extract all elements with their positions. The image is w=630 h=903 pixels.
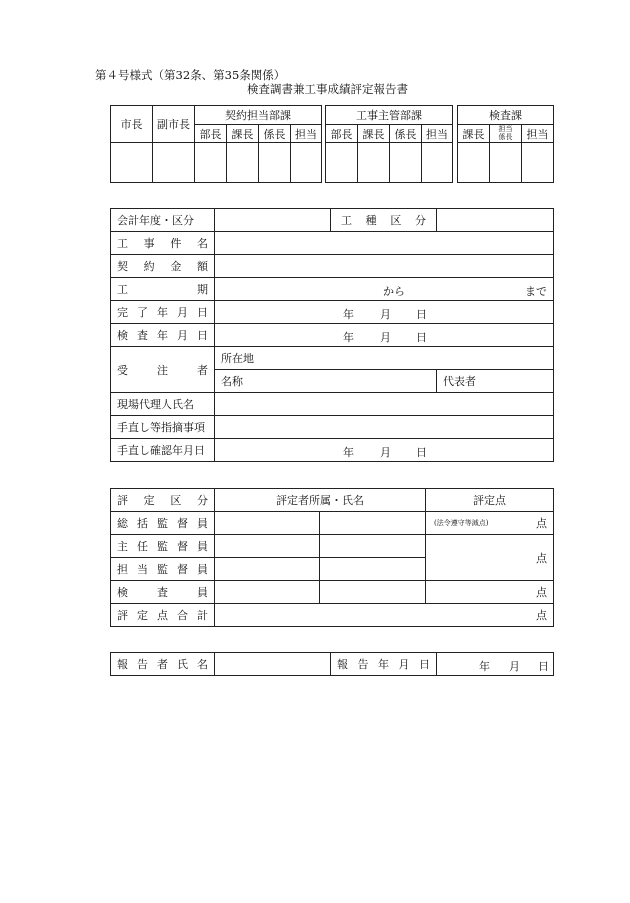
point-unit: 点	[536, 517, 547, 530]
period-label: 工 期	[117, 283, 208, 296]
details-table	[110, 208, 554, 462]
project-name-value[interactable]	[215, 232, 554, 255]
evaluator-header: 評定者所属・氏名	[215, 489, 426, 512]
reporter-name-value[interactable]	[215, 653, 331, 676]
period-to: まで	[525, 285, 547, 298]
inspection-date-value[interactable]: 年 月 日	[215, 324, 554, 347]
eval-row-label: 担 当 監 督 員	[117, 563, 208, 576]
score-cell[interactable]	[426, 535, 554, 581]
total-score-cell[interactable]	[215, 604, 554, 627]
completion-date-label: 完 了 年 月 日	[117, 306, 208, 319]
inspection-col-1: 課長	[458, 125, 490, 143]
point-unit: 点	[536, 551, 547, 565]
inspection-col-2: 担当 係長	[490, 125, 522, 143]
form-number: 第４号様式（第32条、第35条関係）	[95, 68, 286, 82]
construction-col-2: 課長	[358, 125, 390, 143]
fiscal-year-value[interactable]	[215, 209, 331, 232]
vice-mayor-header: 副市長	[153, 106, 195, 143]
approval-table-construction	[325, 105, 453, 183]
site-agent-value[interactable]	[215, 393, 554, 416]
total-label: 評 定 点 合 計	[117, 609, 208, 622]
evaluator-affiliation[interactable]	[215, 558, 320, 581]
stamp-cell[interactable]	[153, 143, 195, 183]
contract-dept-header: 契約担当部課	[195, 106, 322, 125]
contractor-address[interactable]: 所在地	[215, 347, 554, 370]
contractor-label: 受 注 者	[117, 363, 208, 377]
category-header: 評 定 区 分	[117, 494, 208, 507]
inspection-col-3: 担当	[522, 125, 554, 143]
period-from: から	[383, 285, 405, 298]
evaluation-table	[110, 488, 554, 627]
evaluator-name[interactable]	[320, 558, 426, 581]
stamp-cell[interactable]	[358, 143, 390, 183]
evaluator-affiliation[interactable]	[215, 512, 320, 535]
point-unit: 点	[536, 586, 547, 599]
period-value[interactable]	[215, 278, 554, 301]
rework-confirm-value[interactable]: 年 月 日	[215, 439, 554, 462]
evaluator-name[interactable]	[320, 535, 426, 558]
contract-col-4: 担当	[291, 125, 322, 143]
stamp-cell[interactable]	[490, 143, 522, 183]
report-date-value[interactable]: 年 月 日	[437, 653, 554, 676]
inspection-dept-header: 検査課	[458, 106, 554, 125]
reporter-name-label: 報 告 者 氏 名	[117, 658, 208, 671]
eval-row-label: 検 査 員	[117, 586, 208, 599]
construction-dept-header: 工事主管部課	[326, 106, 453, 125]
evaluator-name[interactable]	[320, 512, 426, 535]
evaluator-affiliation[interactable]	[215, 535, 320, 558]
score-header: 評定点	[426, 489, 554, 512]
work-type-label: 工 種 区 分	[341, 214, 426, 227]
contractor-name[interactable]: 名称	[215, 370, 437, 393]
contract-amount-label: 契 約 金 額	[117, 260, 208, 273]
stamp-cell[interactable]	[259, 143, 291, 183]
construction-col-4: 担当	[422, 125, 453, 143]
page-title: 検査調書兼工事成績評定報告書	[247, 82, 408, 96]
report-date-label: 報 告 年 月 日	[337, 658, 430, 671]
construction-col-1: 部長	[326, 125, 358, 143]
approval-table-inspection	[457, 105, 554, 183]
fiscal-year-label: 会計年度・区分	[111, 209, 215, 232]
score-cell[interactable]	[426, 581, 554, 604]
work-type-value[interactable]	[437, 209, 554, 232]
stamp-cell[interactable]	[458, 143, 490, 183]
contract-col-3: 係長	[259, 125, 291, 143]
contractor-representative[interactable]: 代表者	[437, 370, 554, 393]
contract-col-2: 課長	[227, 125, 259, 143]
construction-col-3: 係長	[390, 125, 422, 143]
rework-items-value[interactable]	[215, 416, 554, 439]
stamp-cell[interactable]	[227, 143, 259, 183]
approval-table-contract	[110, 105, 322, 183]
rework-items-label: 手直し等指摘事項	[111, 416, 215, 439]
eval-row-label: 主 任 監 督 員	[117, 540, 208, 553]
stamp-cell[interactable]	[111, 143, 153, 183]
stamp-cell[interactable]	[522, 143, 554, 183]
reporter-table	[110, 652, 554, 676]
stamp-cell[interactable]	[326, 143, 358, 183]
contract-amount-value[interactable]	[215, 255, 554, 278]
mayor-header: 市長	[111, 106, 153, 143]
eval-row-label: 総 括 監 督 員	[117, 517, 208, 530]
stamp-cell[interactable]	[195, 143, 227, 183]
compliance-note: (法令遵守等減点)	[434, 519, 489, 527]
contract-col-1: 部長	[195, 125, 227, 143]
stamp-cell[interactable]	[291, 143, 322, 183]
project-name-label: 工 事 件 名	[117, 237, 208, 250]
completion-date-value[interactable]: 年 月 日	[215, 301, 554, 324]
inspection-date-label: 検 査 年 月 日	[117, 329, 208, 342]
point-unit: 点	[536, 609, 547, 622]
stamp-cell[interactable]	[422, 143, 453, 183]
evaluator-affiliation[interactable]	[215, 581, 320, 604]
rework-confirm-label: 手直し確認年月日	[111, 439, 215, 462]
evaluator-name[interactable]	[320, 581, 426, 604]
score-cell[interactable]	[426, 512, 554, 535]
site-agent-label: 現場代理人氏名	[111, 393, 215, 416]
stamp-cell[interactable]	[390, 143, 422, 183]
